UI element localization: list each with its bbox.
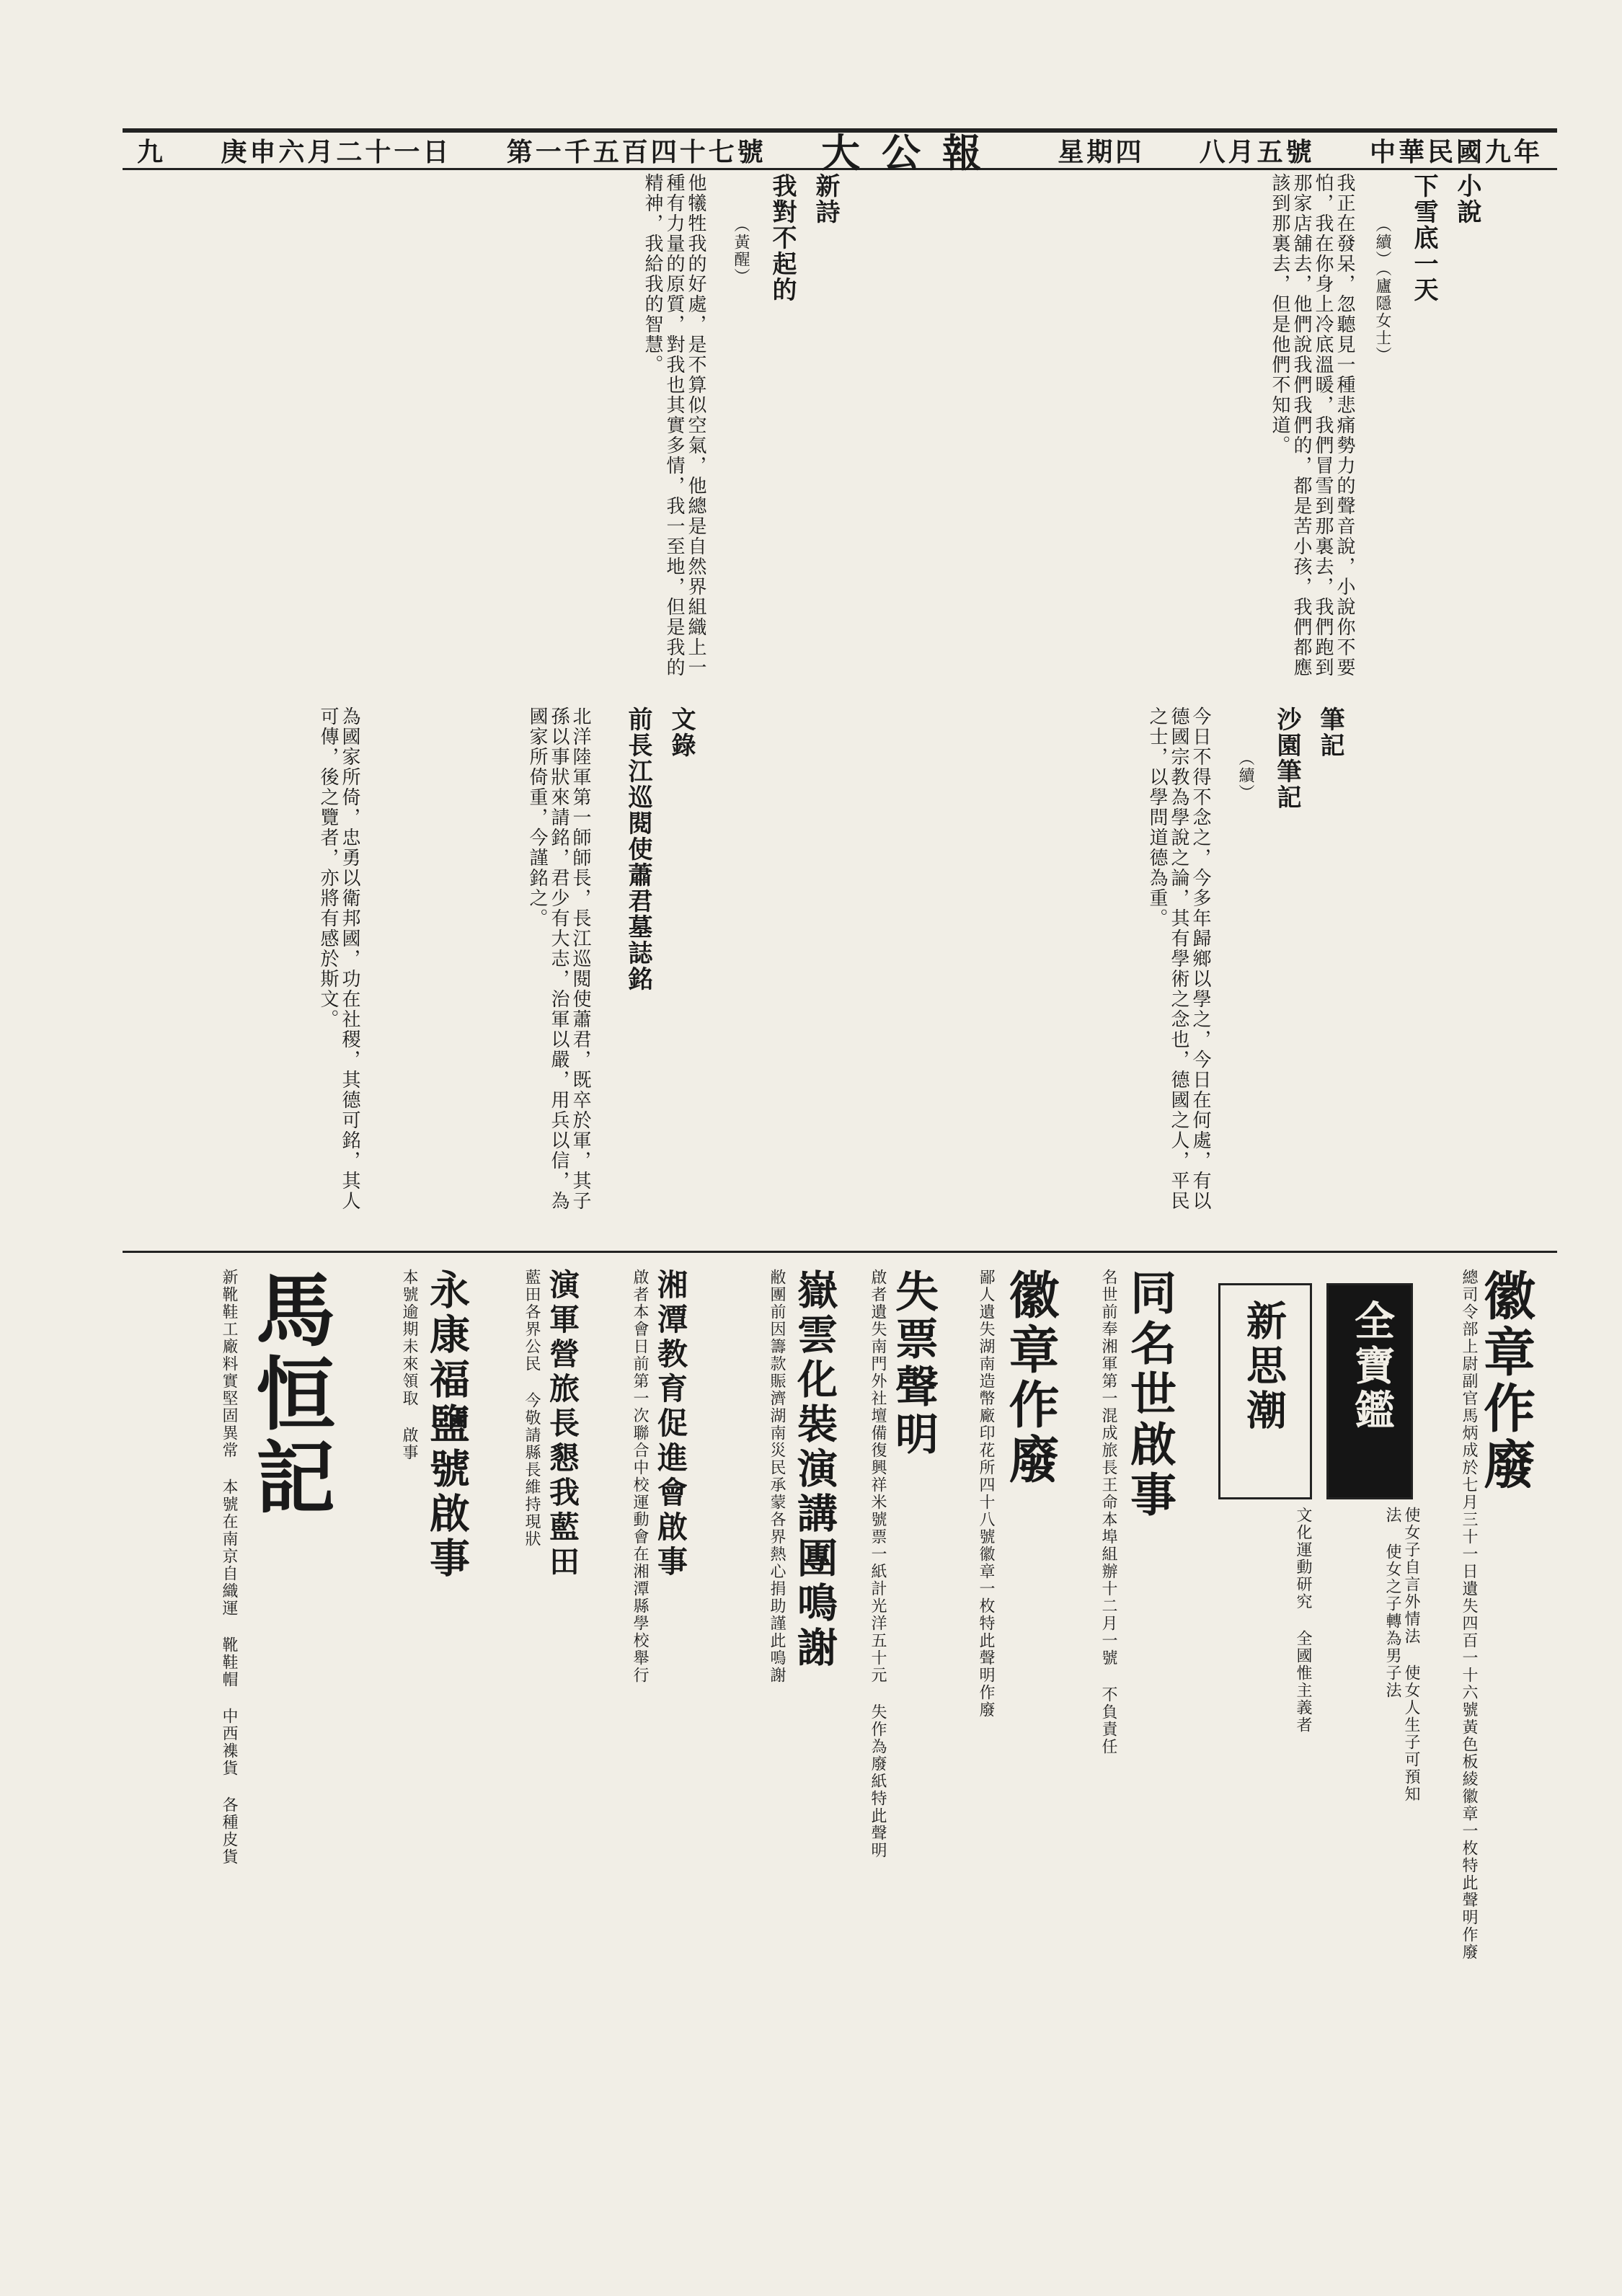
ad-notice-name-text: 名世前奉湘軍第一混成旅長王命本埠組辦十二月一號 不負責任 <box>1099 1269 1117 1755</box>
ad-badge-cancel-2-title: 徽章作廢 <box>1001 1269 1060 1488</box>
ad-badge-cancel-2-text: 鄙人遺失湖南造幣廠印花所四十八號徽章一枚特此聲明作廢 <box>977 1269 995 1719</box>
ad-badge-cancel-text: 總司令部上尉副官馬炳成於七月三十一日遺失四百一十六號黃色板綾徽章一枚特此聲明作廢 <box>1460 1269 1478 1961</box>
masthead-month-day: 八月五號 <box>1199 137 1315 167</box>
masthead-page-number: 九 <box>137 137 167 167</box>
poem-text: 他犧牲我的好處，是不算似空氣，他總是自然界組織上一種有力量的原質，對我也其實多情，我一至地，但是我的精神，我給我的智慧。 <box>642 173 706 678</box>
divider-horizontal <box>123 1251 1557 1253</box>
literature-title: 前長江巡閱使蕭君墓誌銘 <box>624 706 652 992</box>
ad-salt-shop-title: 永康福鹽號啟事 <box>423 1269 471 1582</box>
ad-xiangtan-education-title: 湘潭教育促進會啟事 <box>653 1269 688 1580</box>
ad-xiangtan-education-text: 啟者本會日前第一次聯合中校運動會在湘潭縣學校舉行 <box>631 1269 649 1684</box>
ad-lost-ticket-text: 啟者遺失南門外社壇備復興祥米號票一紙計光洋五十元 失作為廢紙特此聲明 <box>869 1269 887 1859</box>
essay-section-heading: 筆記 <box>1316 706 1344 758</box>
ad-badge-cancel-title: 徽章作廢 <box>1475 1269 1536 1494</box>
masthead-title: 大公報 <box>821 130 1003 176</box>
novel-byline: （續）（廬隱女士） <box>1373 216 1391 364</box>
literature-section-heading: 文錄 <box>667 706 696 758</box>
masthead-lunar-date: 庚申六月二十一日 <box>221 137 452 167</box>
ad-new-thought-title: 新思潮 <box>1240 1300 1288 1434</box>
novel-title: 下雪底一天 <box>1409 173 1438 303</box>
poem-section-heading: 新詩 <box>811 173 840 225</box>
ad-lantian-title: 演軍營旅長懇我藍田 <box>545 1269 580 1580</box>
essay-text: 今日不得不念之，今多年歸鄉以學之，今日在何處，有以德國宗教為學說之論，其有學術之念也，德國之人，平民之士，以學問道德為重。 <box>1146 706 1211 1211</box>
poem-byline: （黃醒） <box>732 216 750 285</box>
masthead-weekday: 星期四 <box>1058 137 1145 167</box>
ad-ma-hengji-text: 新靴鞋工廠料實堅固異常 本號在南京自織運 靴鞋帽 中西襍貨 各種皮貨 <box>220 1269 238 1866</box>
novel-text: 我正在發呆，忽聽見一種悲痛勢力的聲音說，小說你不要怕，我在你身上冷底溫暖，我們冒雪到那裏去，我們跑到那家店舖去，他們說我們我們的，都是苦小孩，我們都應該到那裏去，但是他們不知道。 <box>1269 173 1355 678</box>
masthead-date: 中華民國九年 <box>1369 137 1543 167</box>
ad-lantian-text: 藍田各界公民 今敬請縣長維持現狀 <box>523 1269 541 1548</box>
ad-encyclopedia-text: 使女子自言外情法 使女人生子可預知法 使女之子轉為男子法 <box>1383 1507 1420 1803</box>
essay-byline: （續） <box>1236 750 1254 802</box>
ad-ma-hengji-title: 馬恒記 <box>243 1269 336 1520</box>
ad-new-thought-text: 文化運動研究 全國惟主義者 <box>1294 1507 1312 1734</box>
masthead <box>123 128 1557 176</box>
ad-yueyun-thanks-title: 嶽雲化裝演講團鳴謝 <box>791 1269 838 1671</box>
ad-notice-name-title: 同名世啟事 <box>1122 1269 1176 1521</box>
ad-lost-ticket-title: 失票聲明 <box>888 1269 939 1459</box>
essay-title: 沙園筆記 <box>1272 706 1301 810</box>
notice-text: 為國家所倚，忠勇以衛邦國，功在社稷，其德可銘，其人可傳，後之覽者，亦將有感於斯文。 <box>317 706 360 1211</box>
masthead-issue-number: 第一千五百四十七號 <box>506 137 766 167</box>
ad-yueyun-thanks-text: 敝團前因籌款賑濟湖南災民承蒙各界熱心捐助謹此鳴謝 <box>768 1269 786 1684</box>
poem-title: 我對不起的 <box>768 173 797 303</box>
ad-new-thought-box <box>1218 1283 1312 1499</box>
ad-encyclopedia-title: 全寶鑑 <box>1348 1300 1396 1434</box>
literature-text: 北洋陸軍第一師師長，長江巡閱使蕭君，既卒於軍，其子孫以事狀來請銘，君少有大志，治軍以嚴，用兵以信，為國家所倚重，今謹銘之。 <box>526 706 591 1211</box>
ad-salt-shop-text: 本號逾期未來領取 啟事 <box>400 1269 418 1461</box>
ad-encyclopedia-box <box>1326 1283 1413 1499</box>
novel-section-heading: 小說 <box>1453 173 1481 225</box>
